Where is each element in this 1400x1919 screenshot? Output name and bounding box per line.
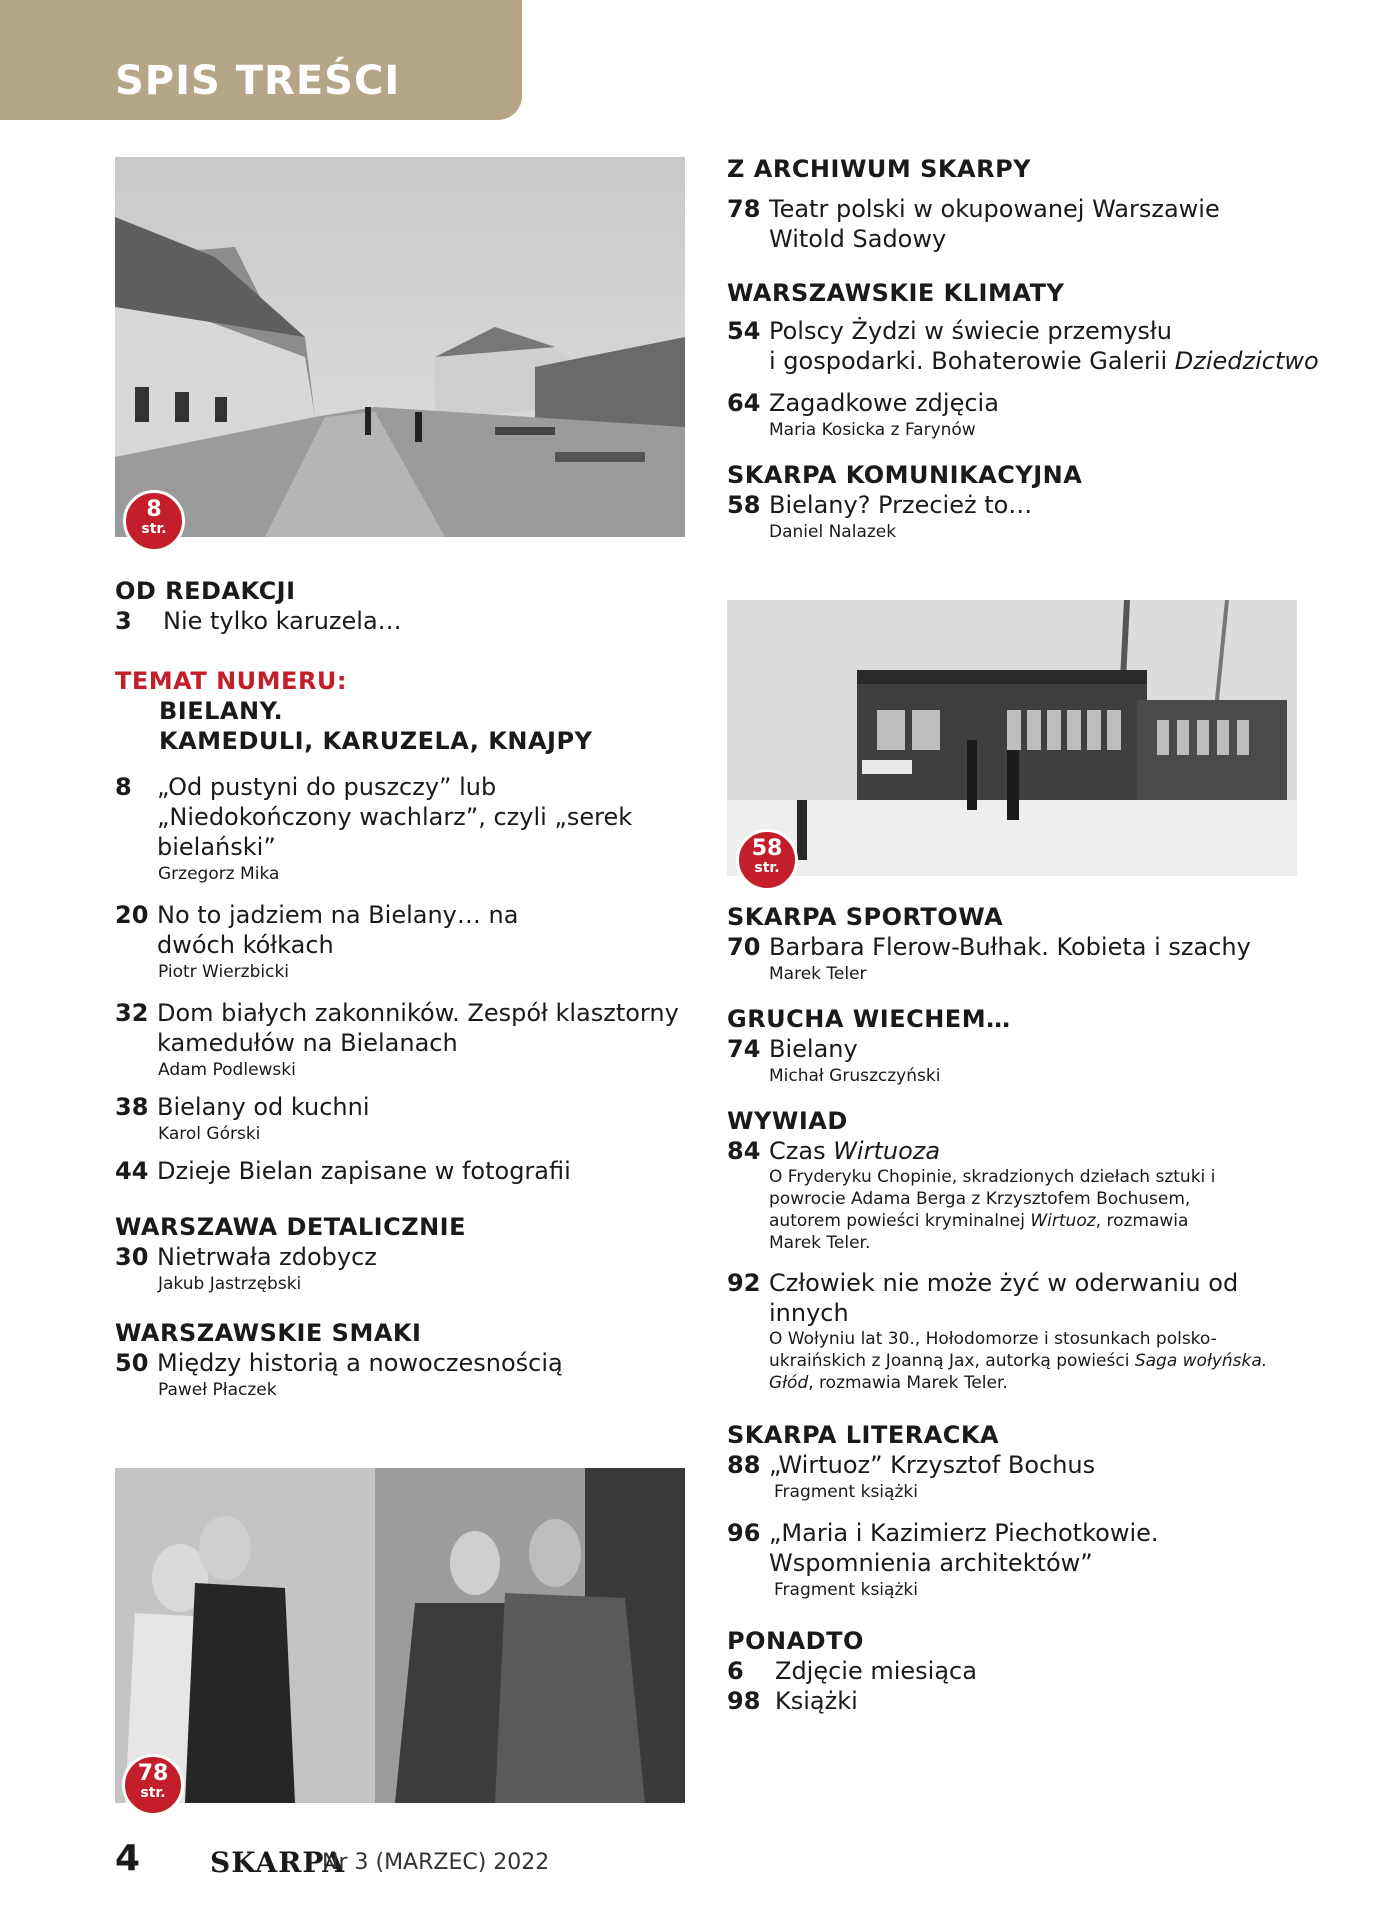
entry-author: Witold Sadowy <box>769 225 947 253</box>
toc-entry[interactable] <box>727 1686 1307 1716</box>
entry-author: Paweł Płaczek <box>158 1380 277 1400</box>
entry-page: 50 <box>115 1349 149 1377</box>
section-od-redakcji <box>115 576 695 636</box>
entry-description <box>727 1328 1269 1394</box>
section-heading: WARSZAWSKIE KLIMATY <box>727 279 1065 307</box>
entry-title: Między historią a nowoczesnością <box>157 1349 563 1377</box>
toc-entry[interactable] <box>727 1136 1307 1254</box>
tram-photo-image <box>727 600 1297 876</box>
desc-part: O Wołyniu lat 30., Hołodomorze i stosunkach polsko-ukraińskich z Joanną Jax, autorką powieści <box>769 1329 1217 1371</box>
left-column <box>115 576 695 1402</box>
entry-page: 8 <box>115 773 132 801</box>
entry-author: Karol Górski <box>158 1124 261 1144</box>
entry-page: 78 <box>727 195 761 223</box>
film-photo-image <box>115 1468 685 1803</box>
entry-author: Jakub Jastrzębski <box>158 1274 302 1294</box>
desc-part: , rozmawia Marek Teler. <box>769 1211 1189 1253</box>
theme-subtitle-2: KAMEDULI, KARUZELA, KNAJPY <box>159 727 593 755</box>
entry-page: 30 <box>115 1243 149 1271</box>
section-skarpa-komunikacyjna <box>727 460 1307 544</box>
section-warszawskie-klimaty <box>727 278 1319 442</box>
toc-entry[interactable] <box>727 1518 1307 1602</box>
badge-label: str. <box>140 1785 166 1801</box>
entry-author: Adam Podlewski <box>158 1060 296 1080</box>
right-column-bottom <box>727 902 1307 1716</box>
entry-title: Dzieje Bielan zapisane w fotografii <box>157 1157 571 1185</box>
section-warszawa-detalicznie <box>115 1212 695 1296</box>
section-heading: SKARPA LITERACKA <box>727 1421 1000 1449</box>
entry-title: Nie tylko karuzela… <box>163 607 402 635</box>
section-skarpa-sportowa <box>727 902 1307 986</box>
section-heading: WYWIAD <box>727 1107 848 1135</box>
entry-title: „Od pustyni do puszczy” lub „Niedokończony wachlarz”, czyli „serek bielański” <box>157 773 633 861</box>
entry-title-continued <box>727 346 1319 376</box>
section-heading: SKARPA KOMUNIKACYJNA <box>727 461 1083 489</box>
book-title: Wirtuoz <box>1030 1211 1096 1231</box>
entry-author: Daniel Nalazek <box>769 522 897 542</box>
page-badge-8[interactable] <box>123 490 185 552</box>
entry-title: Polscy Żydzi w świecie przemysłu <box>769 317 1172 345</box>
entry-author: Michał Gruszczyński <box>769 1066 941 1086</box>
theme-subtitle-1: BIELANY. <box>159 697 284 725</box>
entry-description <box>727 1166 1239 1254</box>
entry-title-italic: Wirtuoza <box>833 1137 941 1165</box>
entry-title <box>769 1136 1307 1166</box>
toc-entry[interactable] <box>727 1656 1307 1686</box>
entry-title: Zdjęcie miesiąca <box>775 1657 977 1685</box>
entry-page: 98 <box>727 1687 761 1715</box>
entry-page: 96 <box>727 1519 761 1547</box>
entry-title: Barbara Flerow-Bułhak. Kobieta i szachy <box>769 933 1251 961</box>
toc-entry[interactable] <box>115 1156 695 1186</box>
badge-number: 78 <box>137 1761 169 1786</box>
entry-page: 20 <box>115 901 149 929</box>
toc-entry[interactable] <box>727 1268 1307 1394</box>
toc-entry[interactable] <box>727 194 1307 254</box>
toc-entry[interactable] <box>115 606 695 636</box>
photo-tram <box>727 600 1297 876</box>
page-title: SPIS TREŚCI <box>115 58 401 104</box>
section-heading: TEMAT NUMERU: <box>115 667 348 695</box>
section-heading: PONADTO <box>727 1627 864 1655</box>
toc-entry[interactable] <box>727 316 1319 376</box>
entry-title: Bielany? Przecież to… <box>769 491 1033 519</box>
section-temat-numeru <box>115 666 695 1186</box>
entry-page: 6 <box>727 1657 744 1685</box>
toc-entry[interactable] <box>727 1450 1307 1504</box>
section-heading: WARSZAWSKIE SMAKI <box>115 1319 422 1347</box>
badge-label: str. <box>754 860 780 876</box>
issue-label: Nr 3 (MARZEC) 2022 <box>322 1850 550 1875</box>
entry-page: 3 <box>115 607 132 635</box>
entry-page: 70 <box>727 933 761 961</box>
right-column-top <box>727 154 1319 544</box>
entry-page: 84 <box>727 1137 761 1165</box>
entry-page: 38 <box>115 1093 149 1121</box>
entry-page: 88 <box>727 1451 761 1479</box>
entry-page: 64 <box>727 389 761 417</box>
entry-title: „Wirtuoz” Krzysztof Bochus <box>769 1451 1096 1479</box>
desc-part: , rozmawia Marek Teler. <box>808 1373 1008 1393</box>
toc-entry[interactable] <box>727 1034 1307 1088</box>
entry-page: 74 <box>727 1035 761 1063</box>
entry-title: Bielany <box>769 1035 858 1063</box>
entry-title: Człowiek nie może żyć w oderwaniu od innych <box>769 1269 1239 1327</box>
entry-title: Teatr polski w okupowanej Warszawie <box>769 195 1220 223</box>
section-grucha-wiechem <box>727 1004 1307 1088</box>
section-heading: Z ARCHIWUM SKARPY <box>727 155 1032 183</box>
desc-part: O Fryderyku Chopinie, skradzionych dziełach sztuki i powrocie Adama Berga z Krzysztofem Bochusem, autorem powieści kryminalnej <box>769 1167 1216 1231</box>
book-title: Saga wołyńska. Głód <box>769 1351 1268 1393</box>
toc-entry[interactable] <box>115 900 695 984</box>
page-number: 4 <box>115 1838 141 1879</box>
toc-entry[interactable] <box>115 1348 695 1402</box>
toc-entry[interactable] <box>727 388 1307 442</box>
entry-title: Zagadkowe zdjęcia <box>769 389 999 417</box>
entry-title: Bielany od kuchni <box>157 1093 370 1121</box>
entry-title: Książki <box>775 1687 858 1715</box>
entry-author: Piotr Wierzbicki <box>158 962 290 982</box>
entry-title: Nietrwała zdobycz <box>157 1243 377 1271</box>
magazine-logo: SKARPA <box>210 1846 346 1879</box>
entry-title-part: Czas <box>769 1137 834 1165</box>
photo-film-still <box>115 1468 685 1803</box>
entry-title: No to jadziem na Bielany… na dwóch kółkach <box>157 901 519 959</box>
badge-number: 58 <box>751 836 783 861</box>
street-photo-image <box>115 157 685 537</box>
section-heading: WARSZAWA DETALICZNIE <box>115 1213 467 1241</box>
section-wywiad <box>727 1106 1307 1394</box>
entry-page: 32 <box>115 999 149 1027</box>
toc-entry[interactable] <box>727 932 1307 986</box>
section-heading: OD REDAKCJI <box>115 577 296 605</box>
entry-title: Dom białych zakonników. Zespół klasztorny kamedułów na Bielanach <box>157 999 679 1057</box>
entry-author: Marek Teler <box>769 964 867 984</box>
page-badge-78[interactable] <box>122 1754 184 1816</box>
entry-page: 92 <box>727 1269 761 1297</box>
section-z-archiwum-skarpy <box>727 154 1307 254</box>
badge-label: str. <box>141 521 167 537</box>
toc-entry[interactable] <box>115 1242 695 1296</box>
gallery-name: Dziedzictwo <box>1174 347 1319 375</box>
entry-author: Grzegorz Mika <box>158 864 280 884</box>
entry-note: Fragment książki <box>774 1482 918 1502</box>
entry-page: 58 <box>727 491 761 519</box>
photo-street <box>115 157 685 537</box>
entry-title: „Maria i Kazimierz Piechotkowie. Wspomnienia architektów” <box>769 1519 1159 1577</box>
toc-entry[interactable] <box>115 772 695 886</box>
entry-title-part: i gospodarki. Bohaterowie Galerii <box>769 347 1175 375</box>
entry-author: Maria Kosicka z Farynów <box>769 420 976 440</box>
entry-page: 44 <box>115 1157 149 1185</box>
badge-number: 8 <box>146 497 162 522</box>
entry-page: 54 <box>727 317 761 345</box>
toc-entry[interactable] <box>727 490 1307 544</box>
section-warszawskie-smaki <box>115 1318 695 1402</box>
entry-note: Fragment książki <box>774 1580 918 1600</box>
section-heading: GRUCHA WIECHEM… <box>727 1005 1011 1033</box>
page-badge-58[interactable] <box>736 829 798 891</box>
toc-entry[interactable] <box>115 1092 695 1146</box>
toc-entry[interactable] <box>115 998 695 1082</box>
section-heading: SKARPA SPORTOWA <box>727 903 1004 931</box>
section-skarpa-literacka <box>727 1420 1307 1602</box>
section-ponadto <box>727 1626 1307 1716</box>
